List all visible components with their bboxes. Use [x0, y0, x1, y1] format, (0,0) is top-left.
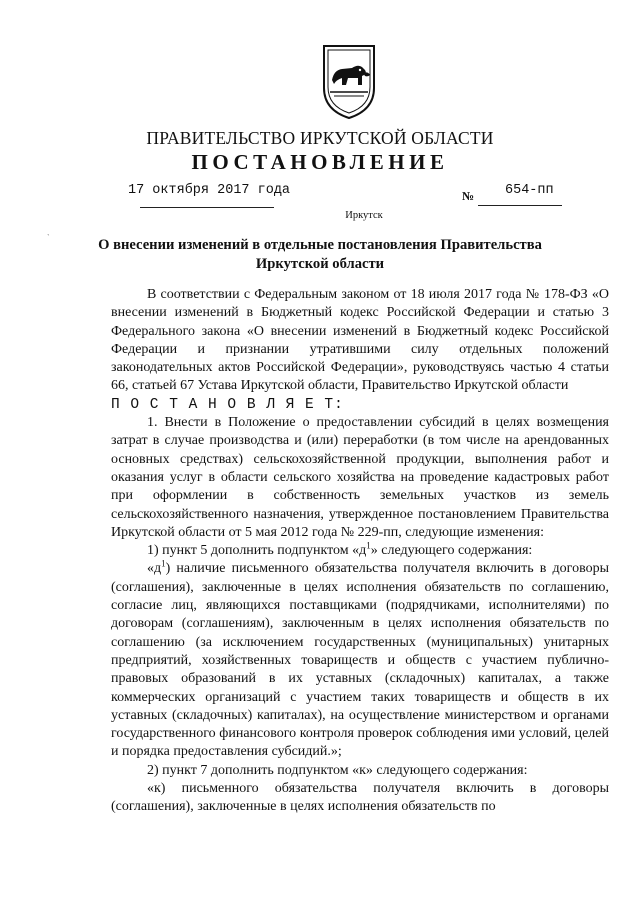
quote-1-text-b: ) наличие письменного обязательства получателя включить в договоры (соглашения), заключенные в целях исполнения обязательств по соглашению, согласие лиц, являющихся поставщиками (подрядчиками, исполнителями) по договорам (соглашениям), заключенным в целях исполнения обязательств по соглашению (за исключением государственных (муниципальных) унитарных предприятий, хозяйственных товариществ и обществ с участием публично-правовых образований в их уставных (складочных) капиталах, а также коммерческих организаций с участием таких товариществ и обществ в их уставных (складочных) капиталах), на осуществление министерством и органами государственного финансового контроля проверок соблюдения ими условий, целей и порядка предоставления субсидий.»; — [111, 561, 609, 760]
quote-1-paragraph — [111, 560, 609, 761]
preamble-paragraph: В соответствии с Федеральным законом от 18 июля 2017 года № 178-ФЗ «О внесении изменений в Бюджетный кодекс Российской Федерации и статью 3 Федерального закона «О внесении изменений в Бюджетный кодекс Российской Федерации и признании утратившими силу отдельных положений законодательных актов Российской Федерации», руководствуясь частью 4 статьи 66, статьей 67 Устава Иркутской области, Правительство Иркутской области — [111, 287, 609, 394]
quote-2-paragraph: «к) письменного обязательства получателя включить в договоры (соглашения), заключенные в целях исполнения обязательств по — [111, 781, 609, 815]
city-name: Иркутск — [345, 210, 383, 221]
resolves-heading: П О С Т А Н О В Л Я Е Т: — [111, 396, 344, 413]
number-underline — [478, 205, 562, 206]
subitem-1-text-b: » следующего содержания: — [370, 543, 533, 559]
document-title: О внесении изменений в отдельные постановления Правительства Иркутской области — [98, 237, 542, 272]
government-name: ПРАВИТЕЛЬСТВО ИРКУТСКОЙ ОБЛАСТИ — [146, 128, 494, 148]
coat-of-arms-icon — [318, 40, 380, 120]
subitem-2-paragraph: 2) пункт 7 дополнить подпунктом «к» следующего содержания: — [147, 762, 528, 778]
subitem-1-paragraph — [111, 542, 609, 560]
scan-mark: ˋ — [47, 233, 50, 242]
item-1-paragraph: 1. Внести в Положение о предоставлении субсидий в целях возмещения затрат в случае производства и (или) переработки (в том числе на арендованных основных средствах) сельскохозяйственной продукции, выполнения работ и оказания услуг в области сельского хозяйства на проведение кадастровых работ при оформлении в собственность земельных участков из земель сельскохозяйственного назначения, утвержденное постановлением Правительства Иркутской области от 5 мая 2012 года № 229-пп, следующие изменения: — [111, 415, 609, 540]
subitem-1-text-a: 1) пункт 5 дополнить подпунктом «д — [147, 543, 367, 559]
date-underline — [140, 207, 274, 208]
quote-1-superscript: 1 — [161, 558, 166, 569]
quote-1-text-a: «д — [147, 561, 162, 577]
document-type: ПОСТАНОВЛЕНИЕ — [191, 150, 449, 174]
document-number: 654-пп — [505, 183, 554, 198]
subitem-1-superscript: 1 — [366, 540, 371, 551]
number-sign: № — [462, 189, 475, 203]
document-body — [111, 286, 609, 817]
document-date: 17 октября 2017 года — [128, 183, 291, 198]
